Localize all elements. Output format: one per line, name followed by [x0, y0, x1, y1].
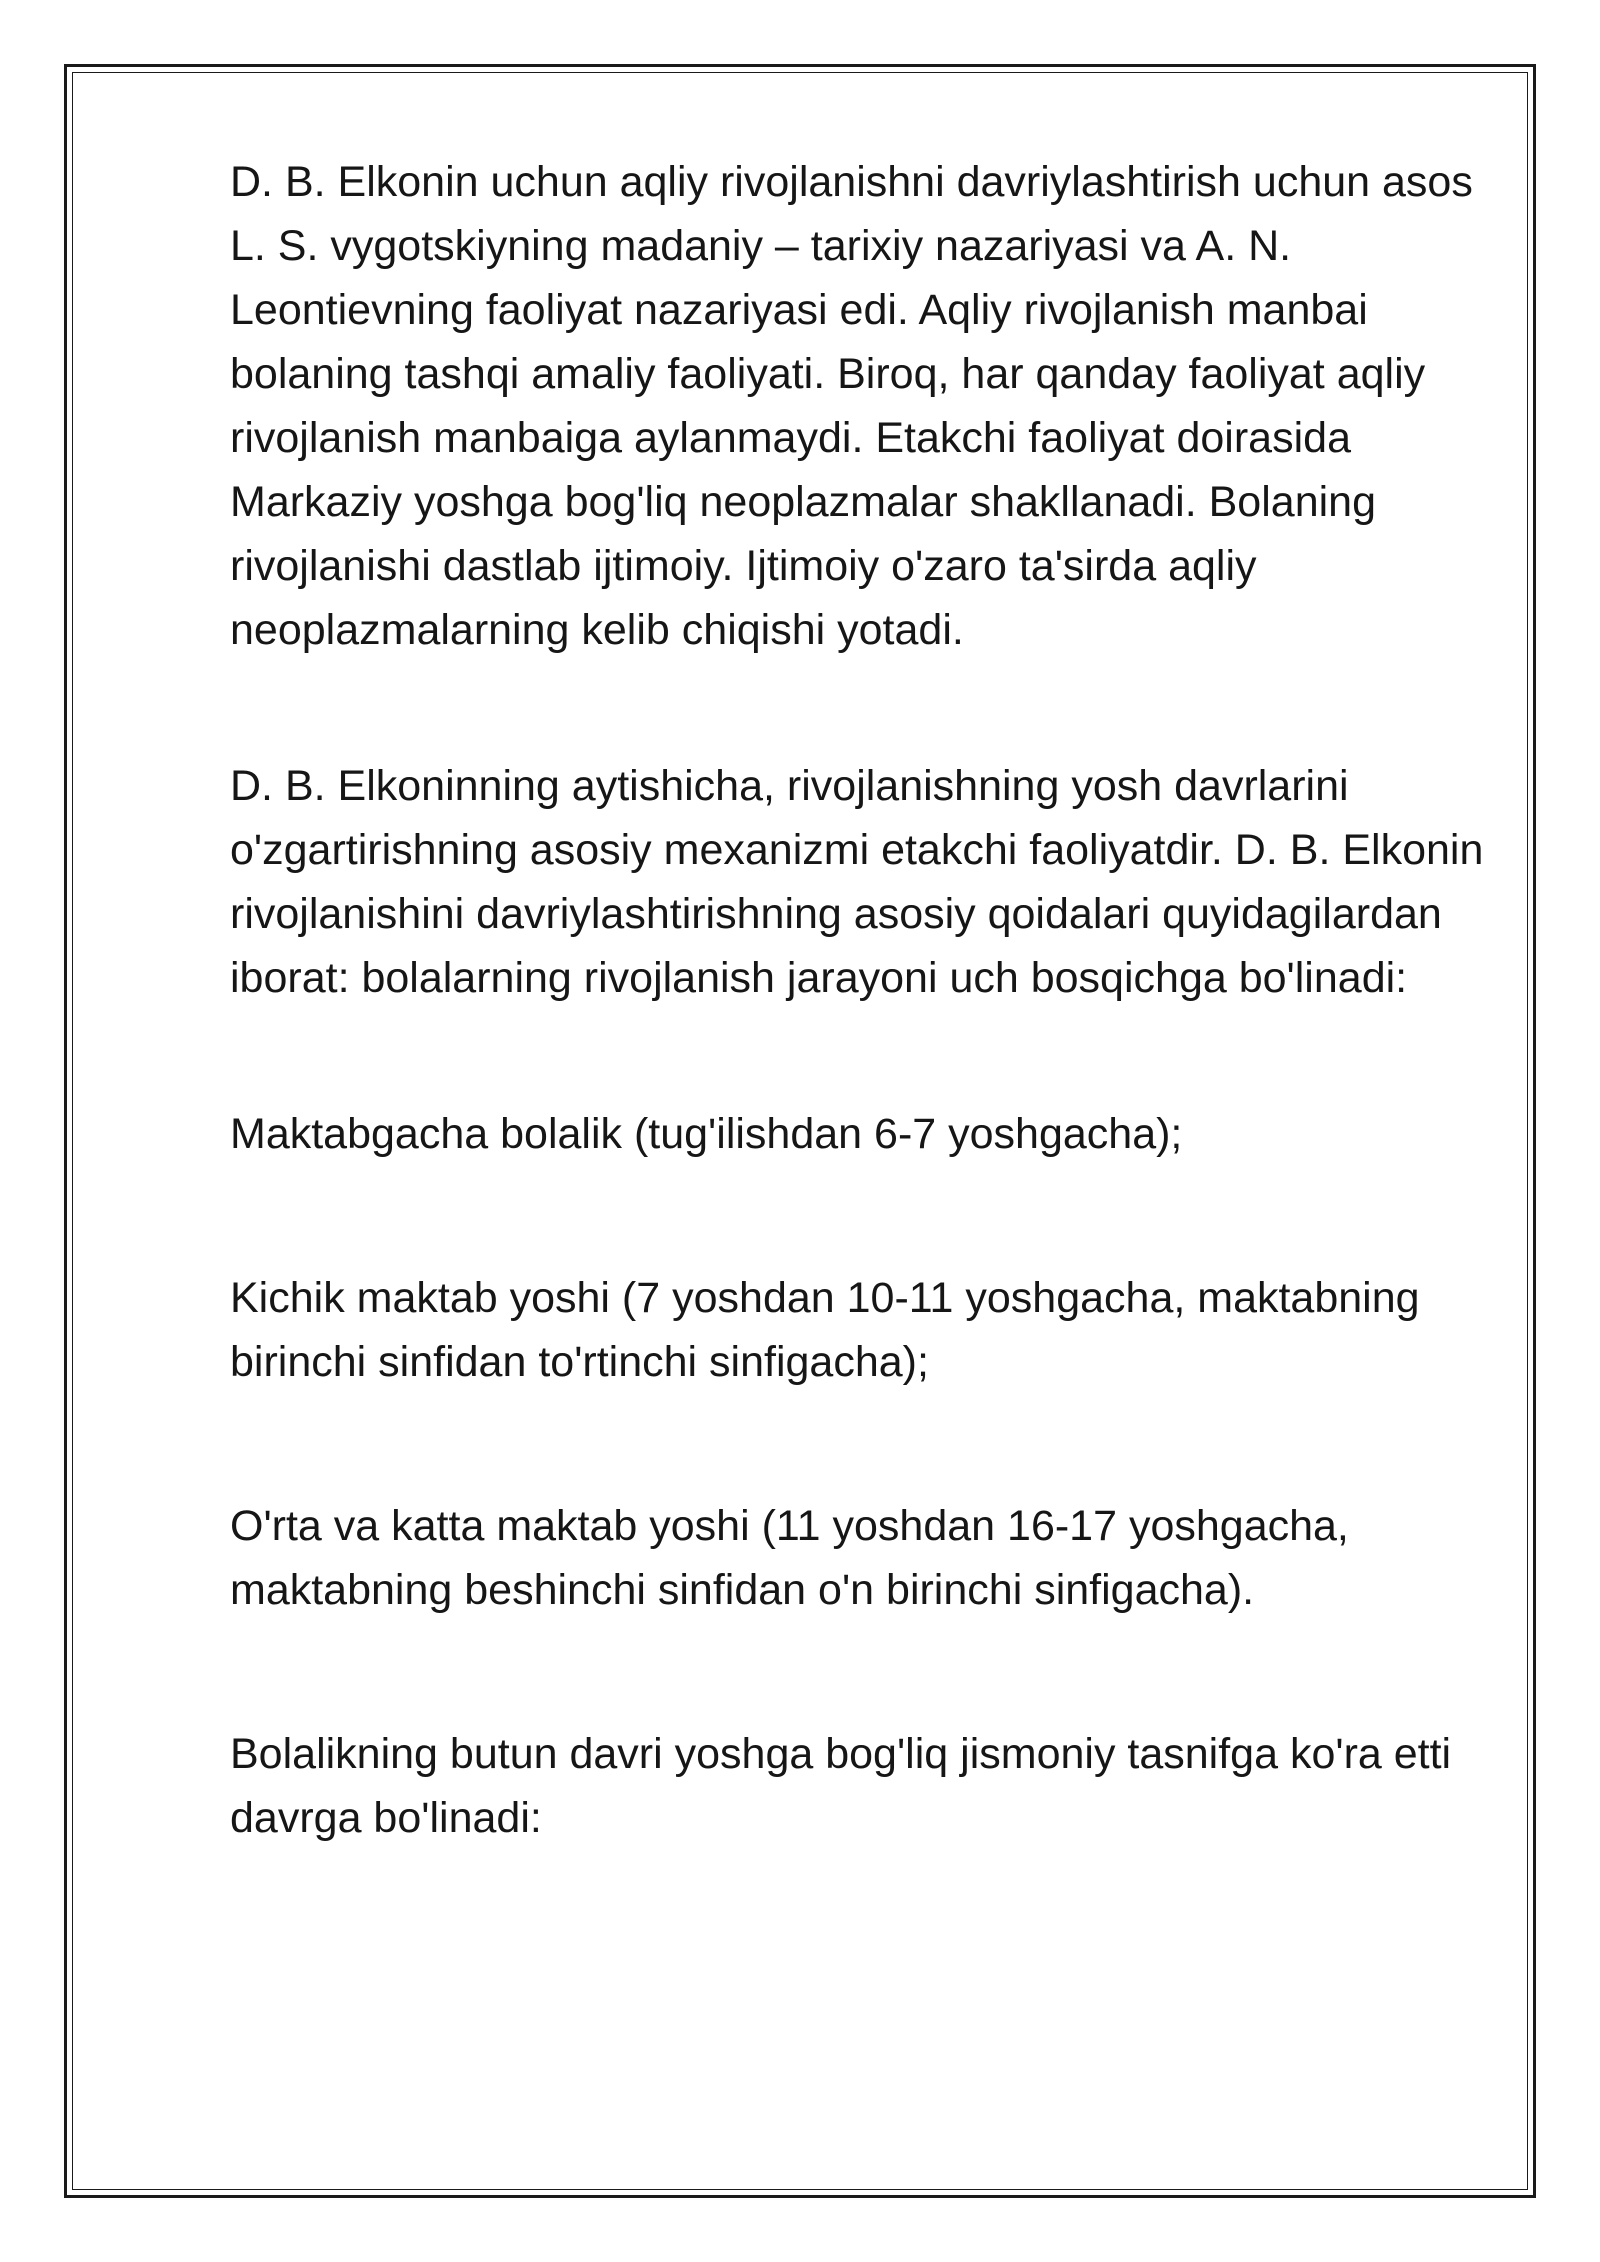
document-body	[230, 150, 1490, 1850]
paragraph-seven-periods: Bolalikning butun davri yoshga bog'liq jismoniy tasnifga ko'ra etti davrga bo'linadi:	[230, 1730, 1452, 1842]
paragraph-middle-senior-school: O'rta va katta maktab yoshi (11 yoshdan 16-17 yoshgacha, maktabning beshinchi sinfidan o'n birinchi sinfigacha).	[230, 1502, 1349, 1614]
paragraph-development-stages: D. B. Elkoninning aytishicha, rivojlanishning yosh davrlarini o'zgartirishning asosiy mexanizmi etakchi faoliyatdir. D. B. Elkonin rivojlanishini davriylashtirishning asosiy qoidalari quyidagilardan iborat: bolalarning rivojlanish jarayoni uch bosqichga bo'linadi:	[230, 762, 1484, 1002]
paragraph-elkonin-basis: D. B. Elkonin uchun aqliy rivojlanishni davriylashtirish uchun asos L. S. vygotskiyning madaniy – tarixiy nazariyasi va A. N. Leontievning faoliyat nazariyasi edi. Aqliy rivojlanish manbai bolaning tashqi amaliy faoliyati. Biroq, har qanday faoliyat aqliy rivojlanish manbaiga aylanmaydi. Etakchi faoliyat doirasida Markaziy yoshga bog'liq neoplazmalar shakllanadi. Bolaning rivojlanishi dastlab ijtimoiy. Ijtimoiy o'zaro ta'sirda aqliy neoplazmalarning kelib chiqishi yotadi.	[230, 158, 1473, 654]
paragraph-preschool: Maktabgacha bolalik (tug'ilishdan 6-7 yoshgacha);	[230, 1110, 1183, 1158]
paragraph-junior-school: Kichik maktab yoshi (7 yoshdan 10-11 yoshgacha, maktabning birinchi sinfidan to'rtinchi sinfigacha);	[230, 1274, 1420, 1386]
